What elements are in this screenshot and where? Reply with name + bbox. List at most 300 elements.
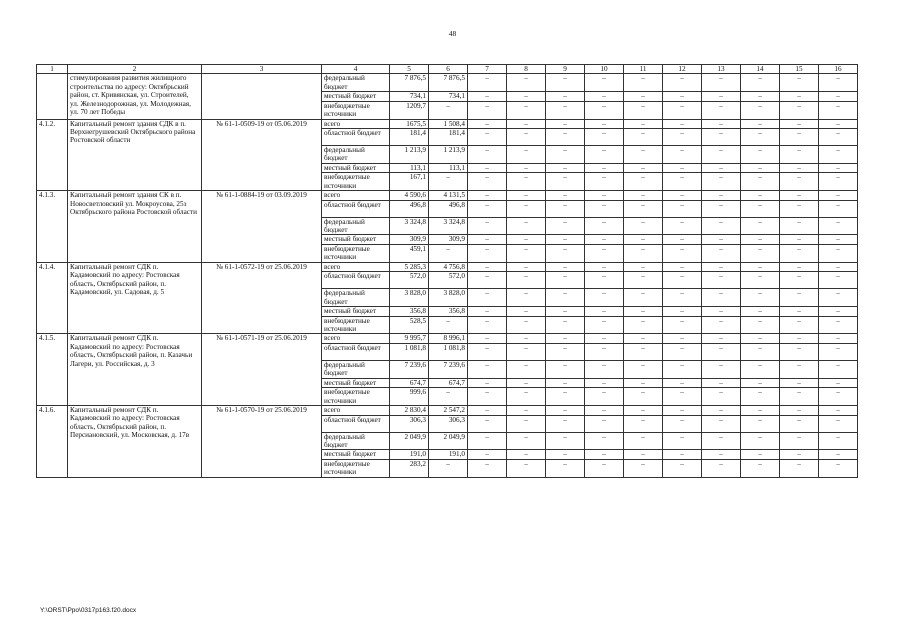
empty-value-dash: – bbox=[468, 360, 507, 378]
empty-value-dash: – bbox=[741, 129, 780, 146]
empty-value-dash: – bbox=[507, 191, 546, 201]
empty-value-dash: – bbox=[741, 378, 780, 388]
empty-value-dash: – bbox=[507, 119, 546, 129]
amount-col6: 191,0 bbox=[429, 450, 468, 460]
empty-value-dash: – bbox=[585, 200, 624, 217]
empty-value-dash: – bbox=[663, 101, 702, 119]
funding-source: областной бюджет bbox=[322, 272, 390, 289]
empty-value-dash: – bbox=[780, 307, 819, 317]
empty-value-dash: – bbox=[741, 235, 780, 245]
empty-value-dash: – bbox=[702, 146, 741, 164]
amount-col6: 4 756,8 bbox=[429, 262, 468, 272]
amount-col6: 7 876,5 bbox=[429, 74, 468, 92]
empty-value-dash: – bbox=[468, 262, 507, 272]
empty-value-dash: – bbox=[741, 388, 780, 406]
amount-col6: 3 828,0 bbox=[429, 289, 468, 307]
empty-value-dash: – bbox=[546, 459, 585, 477]
empty-value-dash: – bbox=[624, 415, 663, 432]
amount-col6: 8 996,1 bbox=[429, 334, 468, 344]
empty-value-dash: – bbox=[585, 450, 624, 460]
empty-value-dash: – bbox=[780, 235, 819, 245]
empty-value-dash: – bbox=[507, 289, 546, 307]
empty-value-dash: – bbox=[507, 163, 546, 173]
table-row bbox=[37, 334, 858, 344]
empty-value-dash: – bbox=[585, 360, 624, 378]
empty-value-dash: – bbox=[624, 173, 663, 191]
amount-col6: 1 081,8 bbox=[429, 343, 468, 360]
empty-value-dash: – bbox=[585, 163, 624, 173]
funding-source: областной бюджет bbox=[322, 415, 390, 432]
empty-value-dash: – bbox=[780, 74, 819, 92]
funding-source: местный бюджет bbox=[322, 378, 390, 388]
empty-value-dash: – bbox=[468, 334, 507, 344]
empty-value-dash: – bbox=[819, 378, 858, 388]
amount-col6: 2 547,2 bbox=[429, 406, 468, 416]
empty-value-dash: – bbox=[702, 388, 741, 406]
amount-col5: 283,2 bbox=[390, 459, 429, 477]
amount-col5: 9 995,7 bbox=[390, 334, 429, 344]
empty-value-dash: – bbox=[624, 307, 663, 317]
empty-value-dash: – bbox=[702, 415, 741, 432]
amount-col6: 674,7 bbox=[429, 378, 468, 388]
amount-col6: 4 131,5 bbox=[429, 191, 468, 201]
empty-value-dash: – bbox=[702, 92, 741, 102]
empty-value-dash: – bbox=[624, 119, 663, 129]
empty-value-dash: – bbox=[702, 316, 741, 334]
empty-value-dash: – bbox=[819, 235, 858, 245]
funding-source: федеральный бюджет bbox=[322, 432, 390, 450]
empty-value-dash: – bbox=[819, 388, 858, 406]
empty-value-dash: – bbox=[585, 459, 624, 477]
table-row bbox=[37, 191, 858, 201]
empty-value-dash: – bbox=[819, 360, 858, 378]
empty-value-dash: – bbox=[780, 200, 819, 217]
empty-value-dash: – bbox=[507, 316, 546, 334]
empty-value-dash: – bbox=[624, 74, 663, 92]
empty-value-dash: – bbox=[546, 343, 585, 360]
empty-value-dash: – bbox=[546, 415, 585, 432]
empty-value-dash: – bbox=[624, 334, 663, 344]
empty-value-dash: – bbox=[585, 146, 624, 164]
empty-value-dash: – bbox=[507, 244, 546, 262]
empty-value-dash: – bbox=[780, 450, 819, 460]
empty-value-dash: – bbox=[819, 163, 858, 173]
amount-col5: 3 324,8 bbox=[390, 217, 429, 235]
column-number: 2 bbox=[68, 65, 202, 74]
empty-value-dash: – bbox=[741, 119, 780, 129]
empty-value-dash: – bbox=[663, 360, 702, 378]
empty-value-dash: – bbox=[663, 406, 702, 416]
empty-value-dash: – bbox=[624, 92, 663, 102]
empty-value-dash: – bbox=[624, 316, 663, 334]
funding-source: местный бюджет bbox=[322, 307, 390, 317]
empty-value-dash: – bbox=[702, 378, 741, 388]
item-number: 4.1.3. bbox=[37, 191, 68, 263]
empty-value-dash: – bbox=[741, 316, 780, 334]
empty-value-dash: – bbox=[741, 74, 780, 92]
empty-value-dash: – bbox=[819, 262, 858, 272]
empty-value-dash: – bbox=[780, 406, 819, 416]
empty-value-dash: – bbox=[546, 74, 585, 92]
funding-source: внебюджетные источники bbox=[322, 244, 390, 262]
empty-value-dash: – bbox=[663, 459, 702, 477]
amount-col6: 572,0 bbox=[429, 272, 468, 289]
empty-value-dash: – bbox=[468, 415, 507, 432]
amount-col5: 674,7 bbox=[390, 378, 429, 388]
empty-value-dash: – bbox=[507, 360, 546, 378]
empty-value-dash: – bbox=[585, 343, 624, 360]
funding-source: внебюджетные источники bbox=[322, 316, 390, 334]
empty-value-dash: – bbox=[702, 217, 741, 235]
empty-value-dash: – bbox=[468, 343, 507, 360]
empty-value-dash: – bbox=[546, 92, 585, 102]
empty-value-dash: – bbox=[819, 244, 858, 262]
column-number: 3 bbox=[202, 65, 322, 74]
empty-value-dash: – bbox=[507, 173, 546, 191]
column-number-row bbox=[37, 65, 858, 74]
funding-source: федеральный бюджет bbox=[322, 74, 390, 92]
file-path-footer: Y:\ORST\Ppo\0317p163.f20.docx bbox=[40, 607, 137, 614]
empty-value-dash: – bbox=[624, 163, 663, 173]
empty-value-dash: – bbox=[741, 217, 780, 235]
amount-col6: – bbox=[429, 101, 468, 119]
empty-value-dash: – bbox=[585, 415, 624, 432]
empty-value-dash: – bbox=[585, 388, 624, 406]
empty-value-dash: – bbox=[585, 432, 624, 450]
empty-value-dash: – bbox=[624, 191, 663, 201]
funding-source: всего bbox=[322, 334, 390, 344]
empty-value-dash: – bbox=[663, 388, 702, 406]
column-number: 11 bbox=[624, 65, 663, 74]
column-number: 6 bbox=[429, 65, 468, 74]
empty-value-dash: – bbox=[585, 235, 624, 245]
budget-table-container bbox=[36, 64, 858, 478]
empty-value-dash: – bbox=[663, 146, 702, 164]
empty-value-dash: – bbox=[741, 191, 780, 201]
empty-value-dash: – bbox=[663, 244, 702, 262]
empty-value-dash: – bbox=[585, 92, 624, 102]
empty-value-dash: – bbox=[741, 450, 780, 460]
empty-value-dash: – bbox=[585, 191, 624, 201]
empty-value-dash: – bbox=[546, 450, 585, 460]
funding-source: внебюджетные источники bbox=[322, 173, 390, 191]
empty-value-dash: – bbox=[468, 388, 507, 406]
item-description: Капитальный ремонт здания СДК в п. Верхнегрушевский Октябрьского района Ростовской области bbox=[68, 119, 202, 191]
empty-value-dash: – bbox=[741, 101, 780, 119]
amount-col6: – bbox=[429, 459, 468, 477]
empty-value-dash: – bbox=[546, 119, 585, 129]
empty-value-dash: – bbox=[741, 415, 780, 432]
amount-col5: 191,0 bbox=[390, 450, 429, 460]
empty-value-dash: – bbox=[702, 74, 741, 92]
empty-value-dash: – bbox=[819, 119, 858, 129]
funding-source: всего bbox=[322, 191, 390, 201]
empty-value-dash: – bbox=[819, 289, 858, 307]
empty-value-dash: – bbox=[702, 262, 741, 272]
column-number: 16 bbox=[819, 65, 858, 74]
empty-value-dash: – bbox=[546, 173, 585, 191]
empty-value-dash: – bbox=[780, 173, 819, 191]
empty-value-dash: – bbox=[624, 289, 663, 307]
empty-value-dash: – bbox=[468, 307, 507, 317]
funding-source: местный бюджет bbox=[322, 163, 390, 173]
empty-value-dash: – bbox=[624, 101, 663, 119]
empty-value-dash: – bbox=[546, 360, 585, 378]
empty-value-dash: – bbox=[819, 74, 858, 92]
empty-value-dash: – bbox=[546, 200, 585, 217]
empty-value-dash: – bbox=[624, 235, 663, 245]
expertise-document bbox=[202, 74, 322, 119]
empty-value-dash: – bbox=[468, 173, 507, 191]
column-number: 14 bbox=[741, 65, 780, 74]
empty-value-dash: – bbox=[819, 92, 858, 102]
amount-col6: – bbox=[429, 388, 468, 406]
empty-value-dash: – bbox=[819, 129, 858, 146]
funding-source: всего bbox=[322, 262, 390, 272]
empty-value-dash: – bbox=[468, 244, 507, 262]
empty-value-dash: – bbox=[546, 146, 585, 164]
empty-value-dash: – bbox=[663, 191, 702, 201]
empty-value-dash: – bbox=[741, 432, 780, 450]
funding-source: федеральный бюджет bbox=[322, 217, 390, 235]
empty-value-dash: – bbox=[624, 244, 663, 262]
column-number: 4 bbox=[322, 65, 390, 74]
empty-value-dash: – bbox=[663, 432, 702, 450]
amount-col5: 2 049,9 bbox=[390, 432, 429, 450]
empty-value-dash: – bbox=[585, 378, 624, 388]
empty-value-dash: – bbox=[468, 272, 507, 289]
amount-col5: 572,0 bbox=[390, 272, 429, 289]
empty-value-dash: – bbox=[780, 244, 819, 262]
empty-value-dash: – bbox=[507, 235, 546, 245]
funding-source: местный бюджет bbox=[322, 450, 390, 460]
empty-value-dash: – bbox=[585, 217, 624, 235]
table-row bbox=[37, 119, 858, 129]
amount-col5: 459,1 bbox=[390, 244, 429, 262]
empty-value-dash: – bbox=[663, 119, 702, 129]
empty-value-dash: – bbox=[819, 406, 858, 416]
empty-value-dash: – bbox=[819, 272, 858, 289]
empty-value-dash: – bbox=[624, 432, 663, 450]
empty-value-dash: – bbox=[585, 129, 624, 146]
empty-value-dash: – bbox=[624, 406, 663, 416]
table-row bbox=[37, 406, 858, 416]
empty-value-dash: – bbox=[468, 163, 507, 173]
empty-value-dash: – bbox=[663, 272, 702, 289]
empty-value-dash: – bbox=[585, 101, 624, 119]
empty-value-dash: – bbox=[507, 129, 546, 146]
empty-value-dash: – bbox=[702, 432, 741, 450]
expertise-document: № 61-1-0572-19 от 25.06.2019 bbox=[202, 262, 322, 334]
empty-value-dash: – bbox=[741, 173, 780, 191]
empty-value-dash: – bbox=[780, 92, 819, 102]
amount-col6: 3 324,8 bbox=[429, 217, 468, 235]
empty-value-dash: – bbox=[741, 343, 780, 360]
amount-col5: 1 213,9 bbox=[390, 146, 429, 164]
empty-value-dash: – bbox=[507, 406, 546, 416]
empty-value-dash: – bbox=[546, 316, 585, 334]
empty-value-dash: – bbox=[507, 92, 546, 102]
amount-col6: 2 049,9 bbox=[429, 432, 468, 450]
amount-col5: 306,3 bbox=[390, 415, 429, 432]
empty-value-dash: – bbox=[663, 173, 702, 191]
funding-source: всего bbox=[322, 119, 390, 129]
empty-value-dash: – bbox=[741, 360, 780, 378]
empty-value-dash: – bbox=[624, 388, 663, 406]
empty-value-dash: – bbox=[819, 450, 858, 460]
empty-value-dash: – bbox=[585, 307, 624, 317]
empty-value-dash: – bbox=[663, 217, 702, 235]
amount-col5: 2 830,4 bbox=[390, 406, 429, 416]
amount-col5: 5 285,3 bbox=[390, 262, 429, 272]
column-number: 12 bbox=[663, 65, 702, 74]
empty-value-dash: – bbox=[468, 191, 507, 201]
empty-value-dash: – bbox=[819, 307, 858, 317]
funding-source: федеральный бюджет bbox=[322, 360, 390, 378]
column-number: 13 bbox=[702, 65, 741, 74]
empty-value-dash: – bbox=[585, 262, 624, 272]
empty-value-dash: – bbox=[702, 191, 741, 201]
empty-value-dash: – bbox=[819, 316, 858, 334]
empty-value-dash: – bbox=[468, 92, 507, 102]
empty-value-dash: – bbox=[624, 262, 663, 272]
amount-col5: 528,5 bbox=[390, 316, 429, 334]
empty-value-dash: – bbox=[624, 272, 663, 289]
amount-col5: 999,6 bbox=[390, 388, 429, 406]
empty-value-dash: – bbox=[741, 146, 780, 164]
amount-col5: 1209,7 bbox=[390, 101, 429, 119]
empty-value-dash: – bbox=[663, 129, 702, 146]
empty-value-dash: – bbox=[624, 129, 663, 146]
empty-value-dash: – bbox=[585, 244, 624, 262]
empty-value-dash: – bbox=[507, 343, 546, 360]
empty-value-dash: – bbox=[468, 129, 507, 146]
amount-col5: 167,1 bbox=[390, 173, 429, 191]
empty-value-dash: – bbox=[702, 289, 741, 307]
amount-col6: 306,3 bbox=[429, 415, 468, 432]
funding-source: внебюджетные источники bbox=[322, 459, 390, 477]
item-description: Капитальный ремонт СДК п. Кадамовский по адресу: Ростовская область, Октябрьский район, п. Казачьи Лагери, ул. Российская, д. 3 bbox=[68, 334, 202, 406]
column-number: 1 bbox=[37, 65, 68, 74]
empty-value-dash: – bbox=[546, 289, 585, 307]
empty-value-dash: – bbox=[507, 432, 546, 450]
amount-col5: 309,9 bbox=[390, 235, 429, 245]
empty-value-dash: – bbox=[585, 334, 624, 344]
empty-value-dash: – bbox=[468, 289, 507, 307]
empty-value-dash: – bbox=[741, 262, 780, 272]
amount-col5: 496,8 bbox=[390, 200, 429, 217]
funding-source: местный бюджет bbox=[322, 235, 390, 245]
empty-value-dash: – bbox=[780, 217, 819, 235]
empty-value-dash: – bbox=[585, 406, 624, 416]
empty-value-dash: – bbox=[741, 200, 780, 217]
empty-value-dash: – bbox=[780, 146, 819, 164]
funding-source: областной бюджет bbox=[322, 343, 390, 360]
empty-value-dash: – bbox=[468, 378, 507, 388]
empty-value-dash: – bbox=[819, 191, 858, 201]
empty-value-dash: – bbox=[819, 200, 858, 217]
funding-source: всего bbox=[322, 406, 390, 416]
empty-value-dash: – bbox=[663, 343, 702, 360]
empty-value-dash: – bbox=[546, 129, 585, 146]
empty-value-dash: – bbox=[780, 415, 819, 432]
expertise-document: № 61-1-0884-19 от 03.09.2019 bbox=[202, 191, 322, 263]
empty-value-dash: – bbox=[468, 459, 507, 477]
empty-value-dash: – bbox=[741, 272, 780, 289]
amount-col6: – bbox=[429, 173, 468, 191]
column-number: 7 bbox=[468, 65, 507, 74]
empty-value-dash: – bbox=[624, 459, 663, 477]
empty-value-dash: – bbox=[780, 163, 819, 173]
empty-value-dash: – bbox=[780, 289, 819, 307]
empty-value-dash: – bbox=[663, 378, 702, 388]
empty-value-dash: – bbox=[507, 74, 546, 92]
empty-value-dash: – bbox=[507, 272, 546, 289]
amount-col5: 181,4 bbox=[390, 129, 429, 146]
empty-value-dash: – bbox=[546, 244, 585, 262]
empty-value-dash: – bbox=[702, 406, 741, 416]
empty-value-dash: – bbox=[507, 388, 546, 406]
empty-value-dash: – bbox=[702, 459, 741, 477]
empty-value-dash: – bbox=[663, 415, 702, 432]
empty-value-dash: – bbox=[468, 316, 507, 334]
amount-col5: 7 239,6 bbox=[390, 360, 429, 378]
column-number: 8 bbox=[507, 65, 546, 74]
funding-source: областной бюджет bbox=[322, 200, 390, 217]
amount-col6: 7 239,6 bbox=[429, 360, 468, 378]
empty-value-dash: – bbox=[819, 432, 858, 450]
amount-col6: 181,4 bbox=[429, 129, 468, 146]
amount-col5: 356,8 bbox=[390, 307, 429, 317]
empty-value-dash: – bbox=[702, 307, 741, 317]
column-number: 10 bbox=[585, 65, 624, 74]
item-description: Капитальный ремонт здания СК в п. Новосветловский ул. Мокроусова, 25з Октябрьского района Ростовской области bbox=[68, 191, 202, 263]
empty-value-dash: – bbox=[741, 244, 780, 262]
amount-col5: 113,1 bbox=[390, 163, 429, 173]
amount-col6: 496,8 bbox=[429, 200, 468, 217]
funding-source: федеральный бюджет bbox=[322, 146, 390, 164]
empty-value-dash: – bbox=[819, 217, 858, 235]
item-description: Капитальный ремонт СДК п. Кадамовский по адресу: Ростовская область, Октябрьский район, п. Персиановский, ул. Московская, д. 17в bbox=[68, 406, 202, 478]
empty-value-dash: – bbox=[702, 360, 741, 378]
empty-value-dash: – bbox=[741, 334, 780, 344]
empty-value-dash: – bbox=[507, 459, 546, 477]
amount-col6: 356,8 bbox=[429, 307, 468, 317]
item-number: 4.1.2. bbox=[37, 119, 68, 191]
empty-value-dash: – bbox=[585, 74, 624, 92]
funding-source: внебюджетные источники bbox=[322, 388, 390, 406]
empty-value-dash: – bbox=[468, 432, 507, 450]
empty-value-dash: – bbox=[741, 289, 780, 307]
empty-value-dash: – bbox=[663, 235, 702, 245]
empty-value-dash: – bbox=[702, 200, 741, 217]
empty-value-dash: – bbox=[507, 307, 546, 317]
empty-value-dash: – bbox=[741, 406, 780, 416]
table-row bbox=[37, 262, 858, 272]
empty-value-dash: – bbox=[546, 262, 585, 272]
amount-col5: 1 081,8 bbox=[390, 343, 429, 360]
empty-value-dash: – bbox=[468, 450, 507, 460]
empty-value-dash: – bbox=[507, 217, 546, 235]
empty-value-dash: – bbox=[663, 450, 702, 460]
empty-value-dash: – bbox=[624, 360, 663, 378]
empty-value-dash: – bbox=[819, 146, 858, 164]
empty-value-dash: – bbox=[468, 235, 507, 245]
empty-value-dash: – bbox=[663, 74, 702, 92]
empty-value-dash: – bbox=[507, 334, 546, 344]
empty-value-dash: – bbox=[468, 146, 507, 164]
empty-value-dash: – bbox=[702, 235, 741, 245]
